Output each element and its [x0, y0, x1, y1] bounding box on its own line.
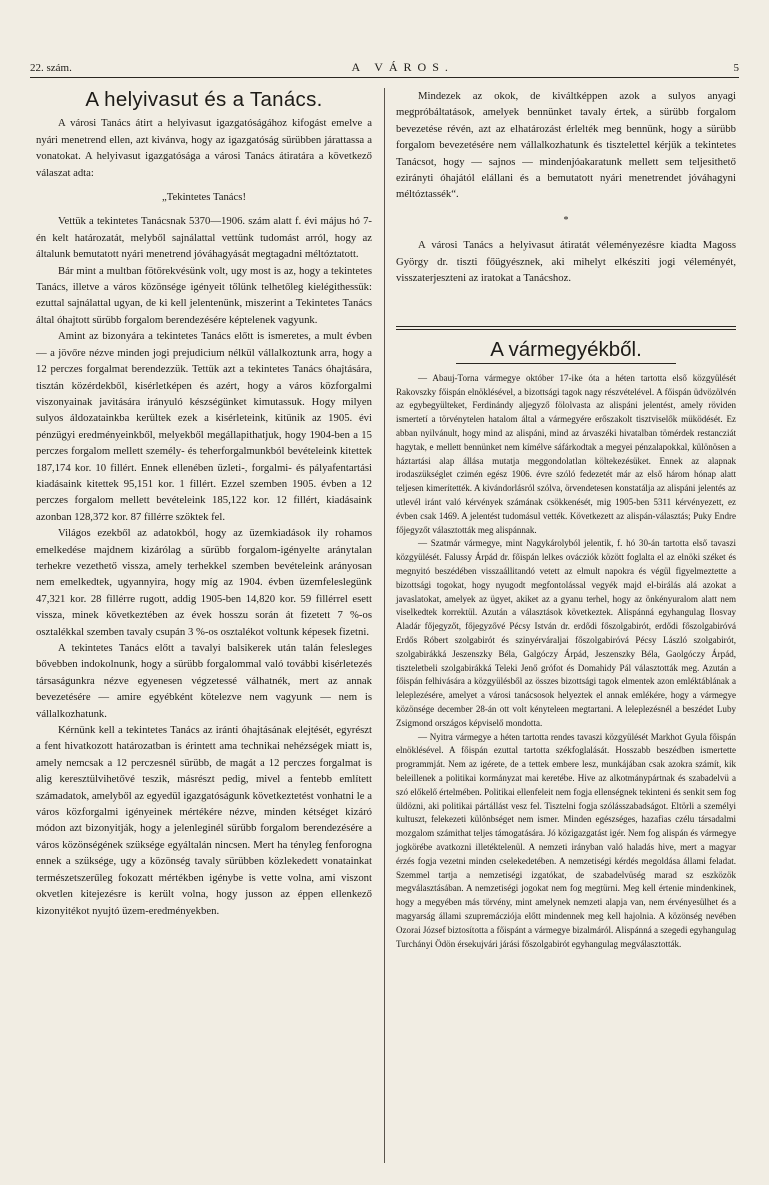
header-rule	[30, 77, 739, 78]
separator-asterisk: *	[563, 214, 569, 226]
page-number: 5	[733, 62, 739, 74]
article-heading: A helyivasut és a Tanács.	[85, 88, 323, 111]
county-news	[396, 372, 736, 951]
article-paragraph: A tekintetes Tanács előtt a tavalyi balsikerek után talán felesleges bővebben indokolnunk, hogy a sürübb forgalommal való további kisérletezés társaságunkra nézve egyenesen végzetessé válhatnék, mert az annak bevezetésére — amire egyébként kötelezve nem vagyunk — nem is vállalkozhatunk.	[36, 642, 372, 720]
section-divider	[396, 326, 736, 330]
newspaper-title: A VÁROS.	[351, 60, 454, 74]
note-paragraph: A városi Tanács a helyivasut átiratát véleményezésre kiadta Magoss György dr. tiszti főügyésznek, aki mihelyt elkésziti jogi véleményét, visszaterjeszteni az iratokat a Tanácshoz.	[396, 239, 736, 285]
news-item: — Nyitra vármegye a héten tartotta rendes tavaszi közgyülését Markhot Gyula főispán elnöklésével. A főispán ezuttal tartotta székfoglalását. Hosszabb beszédben ismertette programmját. Nem az igérete, de a tettek embere lesz, munkájában csak azokra számít, kik beleillenek a politikai kormányzat mai keretébe. Hive az alkotmánypártnak és szabadelvü a szó előkelő értelmében. Politikai ellenfeleit nem fogja ellenségnek tekinteni és senkit sem fog üldözni, aki politikai pártállást vesz fel. Tisztelni fogja szólásszabadságot. Eltörli a személyi kultuszt, felekezeti különbséget nem ismer. Minden egészséges, hazafias czélu társadalmi mozgalom számithat teljes támogatására. Jó közigazgatást igér. Nem fog alispán és vármegye jogkörébe avatkozni illetéktelenül. A nemzeti irányban való haladás hive, mert a magyar érzés fogja vezetni minden cselekedetében. A nemzetiségi kérdés megoldása állami feladat. Szemmel tartja a nemzetiségi izgatókat, de szabadelvüség marad sz eszközök megválasztásában. A nemzetiségi jogokat nem fog megtürni. Meg kell értenie mindenkinek, hogy a megyében más törvény, mint amelynek nemzeti alapja van, nem érvényesülhet és a magyarság állami szupremácziója előtt mindennek meg kell hajolnia. A közönség nevében Ozorai József biztosította a főispánt a vármegye bizalmáról. Alispánná a szegedi egyhangulag Turchányi Ödön érsekujvári járási főszolgabirót egyhangulag megválasztották.	[396, 731, 736, 949]
article-paragraph: Világos ezekből az adatokból, hogy az üzemkiadások ily rohamos emelkedése majdnem kizárólag a sürübb forgalom-igényelte aránytalan terhekre vezethető vissza, amely terhekkel szemben bevételeink arányosan nem emelkedtek, ugyannyira, hogy míg az 1904. évben üzemfeleslegünk 47,321 kor. 28 fillérre rugott, addig 1905-ben 14,820 kor. 59 fillérrel esett vissza, minek következtében az évek hosszu során át fizetett 7 %-os osztalékkal szemben tavaly csupán 3 %-os osztalékot voltunk képesek fizetni.	[36, 527, 372, 638]
article-paragraph: Kérnünk kell a tekintetes Tanács az iránti óhajtásának elejtését, egyrészt a fent hivatkozott határozatban is érintett ama technikai nehézségek miatt is, amely nemcsak a 12 perczesnél sürübb, de magát a 12 perczes forgalmat is alig keresztülvihetővé teszik, másrészt pedig, mivel a fentebb említett számadatok, amelyből az egyedül igazgatóságunk következtetést vonhatni le a város közforgalmi igényeinek mértékére nézve, minden kétséget kizáró módon azt bizonyitják, hogy a jelenleginél sürübb forgalom berendezésére a város közönségének szüksége egyáltalán nincsen. Mert ha tényleg fenforogna ennek a szüksége, ugy a közönség tavaly sürübben közlekedett vonatainkat természetszerűleg fokozatt mértékben igénybe is vette volna, ami viszont okvetlen kitejezésre is került volna, hogy jusson az éppen ellenkező kizonyitékot nyujtó üzem-eredményekben.	[36, 724, 372, 917]
article-paragraph: A városi Tanács átirt a helyivasut igazgatóságához kifogást emelve a nyári menetrend ellen, azt kivánva, hogy az igazgatóság sürübben járattassa a vonatokat. A helyivasut igazgatósága a városi Tanács átiratára a következő válaszat adta:	[36, 117, 372, 179]
column-divider	[384, 88, 385, 1163]
page-header	[30, 60, 739, 75]
news-item: — Szatmár vármegye, mint Nagykárolyból jelentik, f. hó 30-án tartotta első tavaszi közgyülését. Falussy Árpád dr. főispán lelkes ovácziók között foglalta el az elnöki széket és megnyitó beszédében visszaállitandó vetett az elmult napokra és végül figyelmeztette a bizottsági togokat, hogy nyugodt megfontolással vegyék majd el-birálás alá azokat a javaslatokat, amelyek az ügyet, akiket az a gyanu terhel, hogy az önkényuralom alatt nem viselkedtek korrektül. Azután a választások következtek. Alispánná egyhangulag Ilosvay Aladár főjegyzőt, főjegyzővé Pécsy István dr. erdődi főszolgabirót, erdődi főszolgabiróvá Erdős Róbert szolgabirót és szinyérváraljai főszolgabiróvá Pécsy László szolgabirót, szolgabirákká Jeszenszky Béla, Galgóczy Árpád, Jeszenszky Béla, Gaolgóczy Árpád, tiszteletbeli szolgabirákká Teleki Jenő grófot és Domahidy Pál választották meg. Azután a főispán felhivására a közgyülésből az összes bizottsági tagok elmentek azon emléktáblának a leleplezésére, amelyet a városi tanácsosok helyeztek el annak emlékére, hogy a vármegye közönsége december 28-án ott volt kényteleen megtartani. A leleplezésnél a beszédet Luby Zsigmond országos képviselő mondotta.	[396, 538, 736, 728]
article-paragraph: Bár mint a multban fötörekvésünk volt, ugy most is az, hogy a tekintetes Tanács, illetve a város közönsége igényeit tőlünk telhetőleg kielégithessük: ezuttal sajnálattal ugyan, de ki kell jelentenünk, miszerint a Tekintetes Tanács által óhajtott sürübb forgalom berendezésére képtelenek vagyunk.	[36, 264, 372, 326]
heading-underline	[456, 363, 676, 364]
article-paragraph: Amint az bizonyára a tekintetes Tanács előtt is ismeretes, a mult évben — a jövőre nézve minden jogi prejudicium nélkül vállalkoztunk arra, hogy a 12 perczes forgalmat berendezzük. Tettük azt a tekintetes Tanács óhajtására, tisztán közérdekből, kisérletképen és azért, hogy a város közforgalmi viszonyainak javitására irányuló készségünket kimutassuk. Hogy milyen sulyos áldozatainkba kerültek ezek a kisérleteink, kitünik az 1905. évi pénzügyi eredményeinkből, melyekből megállapithatjuk, hogy 1904-ben a 15 perczes forgalom mellett személy- és teherforgalmunkból bevételeink kitettek 187,174 kor. 10 fillért. Ennek ellenében üzleti-, forgalmi- és pályafentartási kiadásaink kitettek 95,151 kor. 1 fillért. Ezzel szemben 1905. évben a 12 perczes forgalom mellett bevételeink 185,122 kor. 12 fillért, kiadásaink azonban 128,372 kor. 87 fillérre szöktek fel.	[36, 330, 372, 523]
left-column	[36, 88, 372, 919]
right-column	[396, 88, 736, 951]
news-item: — Abauj-Torna vármegye október 17-ike óta a héten tartotta első közgyülését Rakovszky főispán elnöklésével, a bizottsági tagok nagy részvételével. A főispán üdvözölvén az egybegyülteket, Ferdinándy aljegyző fölolvasta az alispáni jelentést, amely röviden ismertetí a törvénytelen hatalom által a vármegyére erőszakolt tisztviselők müködését. Ez abban nyilvánult, hogy mind az alispáni, mind az árvaszéki hivatalban tömérdek restancziát hagytak, e mellett bennünket nem kímélve sáfárkodtak a megyei pénzalapokkal, különösen a háztartási alap állása mutatja meggondolatlan költekezésüket. Ennek az alapnak irodaszükséglet czimén egész 1906. évre szóló fedezetét már az első három hónap alatt teljesen kimerítették. A kivándorlásról szólva, örvendetesen konstatálja az alispáni jelentés az utlevél iránt való kérvények számának csökkenését, mig 1905-ben 5311 kérvényezett, ez évben csak 1469. A jelentést tudomásul vették. Következett az alispán-választás; Puky Endre főjegyzőt választották meg alispánnak.	[396, 372, 736, 535]
letter-salutation: „Tekintetes Tanács!	[161, 191, 247, 204]
article-paragraph: Mindezek az okok, de kiváltképpen azok a sulyos anyagi megpróbáltatások, amelyek bennünket tavaly értek, a sürübb forgalom bevezetése révén, azt az elhatározást érlelték meg bennünk, hogy a sürübb forgalom bevezetésére nem vállalkozhatunk és tisztelettel kérjük a tekintetes Tanácsot, hogy — sajnos — mindenjóakaratunk mellett sem teljesithető ezirányti óhajától elállani és a bemutatott nyári menetrendet jóváhagyni méltóztassék“.	[396, 90, 736, 201]
article-paragraph: Vettük a tekintetes Tanácsnak 5370—1906. szám alatt f. évi május hó 7-én kelt határozatát, melyből sajnálattal vettünk tudomást arról, hogy az általunk bemutatott nyári menetrend jóváhagyását megtagadni méltóztatott.	[36, 215, 372, 261]
issue-number: 22. szám.	[30, 62, 72, 74]
section-heading: A vármegyékből.	[490, 338, 642, 362]
